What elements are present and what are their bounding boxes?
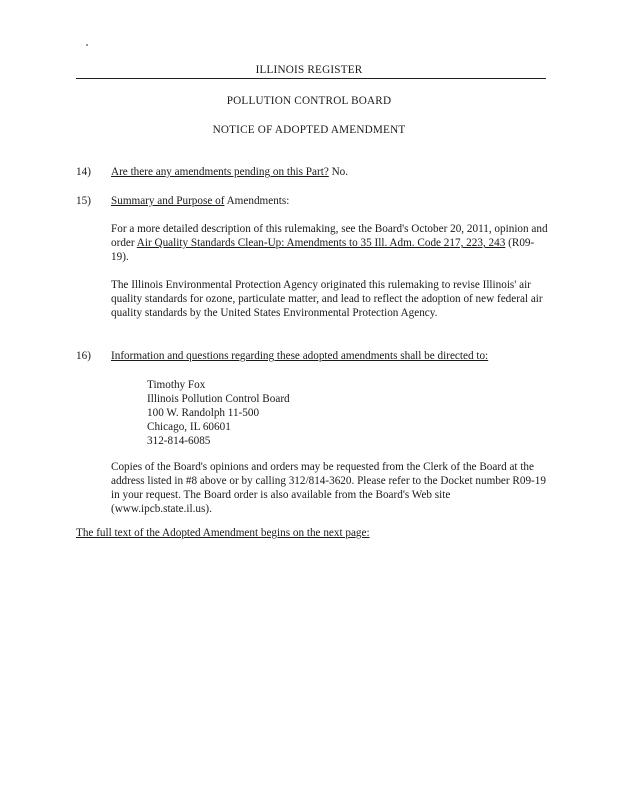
item-15-paragraph-2: The Illinois Environmental Protection Agency originated this rulemaking to revise Illinois' air quality standards for ozone, particulate matter, and lead to reflect the adoption of new federal air quality standards by the United States Environmental Protection Agency. <box>111 279 543 319</box>
item-14-number: 14) <box>76 166 91 178</box>
agency-title: POLLUTION CONTROL BOARD <box>226 95 392 107</box>
item-14-text <box>111 166 348 178</box>
register-title: ILLINOIS REGISTER <box>255 64 363 76</box>
header-rule <box>76 78 546 79</box>
copies-paragraph: Copies of the Board's opinions and orders may be requested from the Clerk of the Board at the address listed in #8 above or by calling 312/814-3620. Please refer to the Docket number R09-19 in your request. The Board order is also available from the Board's Web site (www.ipcb.state.il.us). <box>111 461 546 515</box>
item-15-paragraph-1 <box>111 222 551 264</box>
contact-city: Chicago, IL 60601 <box>147 421 231 433</box>
item-16-text: Information and questions regarding these adopted amendments shall be directed to: <box>111 350 489 362</box>
contact-phone: 312-814-6085 <box>147 435 211 447</box>
contact-name: Timothy Fox <box>147 379 206 391</box>
full-text-note: The full text of the Adopted Amendment begins on the next page: <box>76 527 370 539</box>
item-14-question: Are there any amendments pending on this Part? <box>111 166 329 178</box>
rulemaking-title: Air Quality Standards Clean-Up: Amendments to 35 Ill. Adm. Code 217, 223, 243 <box>136 237 506 249</box>
para1-text-a: For a more detailed description of this rulemaking, see the Board's October 20, 2011, opinion and order <box>111 223 548 249</box>
item-15-title <box>111 195 289 207</box>
contact-block <box>147 378 290 448</box>
item-14-answer: No. <box>328 166 349 178</box>
item-15-number: 15) <box>76 195 91 207</box>
contact-org: Illinois Pollution Control Board <box>147 393 290 405</box>
item-15-title-rest: Amendments: <box>224 195 290 207</box>
notice-title: NOTICE OF ADOPTED AMENDMENT <box>212 124 406 136</box>
scan-speck <box>86 44 88 46</box>
contact-street: 100 W. Randolph 11-500 <box>147 407 260 419</box>
item-16-number: 16) <box>76 350 91 362</box>
item-15-title-underlined: Summary and Purpose of <box>111 195 225 207</box>
para1-text-b: (R09-19). <box>111 237 535 263</box>
